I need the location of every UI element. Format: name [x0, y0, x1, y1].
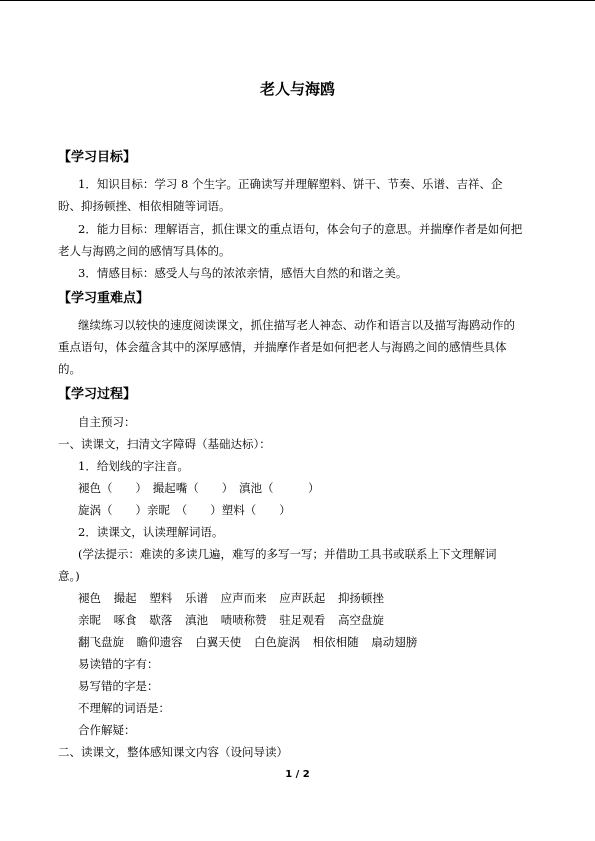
word: 应声跃起 [279, 591, 326, 605]
word: 乐谱 [184, 591, 208, 605]
process-line: 旋涡（ ）亲昵 （ ）塑料（ ） [78, 503, 291, 517]
word: 瞻仰遗容 [136, 635, 183, 649]
key-point-line: 重点语句，体会蕴含其中的深厚感情，并揣摩作者是如何把老人与海鸥之间的感情些具体 [58, 340, 507, 354]
process-line: 2．读课文，认读理解词语。 [78, 525, 224, 539]
word: 高空盘旋 [337, 613, 384, 627]
word: 啄食 [113, 613, 137, 627]
word: 撮起 [113, 591, 137, 605]
word: 抑扬顿挫 [337, 591, 384, 605]
word: 歇落 [149, 613, 173, 627]
word: 相依相随 [312, 635, 359, 649]
word-row [78, 635, 426, 649]
word: 应声而来 [220, 591, 267, 605]
page-number: 1 / 2 [285, 769, 310, 780]
document-title: 老人与海鸥 [259, 80, 335, 98]
word: 驻足观看 [279, 613, 326, 627]
process-line: (学法提示：难读的多读几遍，难写的多写一写；并借助工具书或联系上下文理解词 [78, 547, 497, 561]
word: 滇池 [184, 613, 208, 627]
word: 褪色 [78, 591, 101, 605]
prompt-line: 易读错的字有： [78, 657, 159, 671]
prompt-line: 二、读课文，整体感知课文内容（设问导读） [58, 745, 288, 759]
prompt-line: 易写错的字是： [78, 679, 159, 693]
goal-line: 老人与海鸥之间的感情写具体的。 [58, 244, 231, 258]
goals-heading: 【学习目标】 [58, 150, 137, 165]
process-line: 一、读课文，扫清文字障碍（基础达标）： [58, 437, 271, 451]
word-row [78, 613, 393, 627]
word: 翻飞盘旋 [78, 635, 124, 649]
prompt-line: 合作解疑： [78, 723, 136, 737]
key-point-line: 的。 [58, 362, 81, 376]
process-line: 褪色（ ） 撮起嘴（ ） 滇池（ ） [78, 481, 320, 495]
word: 白色旋涡 [253, 635, 300, 649]
process-line: 自主预习： [78, 415, 136, 429]
process-line: 1．给划线的字注音。 [78, 459, 189, 473]
word: 亲昵 [78, 613, 101, 627]
goal-line: 3．情感目标：感受人与鸟的浓浓亲情，感悟大自然的和谐之美。 [78, 266, 408, 280]
goal-line: 盼、抑扬顿挫、相依相随等词语。 [58, 199, 231, 213]
process-line: 意。) [58, 569, 80, 583]
goal-line: 2．能力目标：理解语言，抓住课文的重点语句，体会句子的意思。并揣摩作者是如何把 [78, 222, 523, 236]
word: 白翼天使 [195, 635, 242, 649]
prompt-line: 不理解的词语是： [78, 701, 170, 715]
word: 塑料 [149, 591, 173, 605]
page-top-rule [0, 0, 595, 1]
key-point-line: 继续练习以较快的速度阅读课文，抓住描写老人神态、动作和语言以及描写海鸥动作的 [78, 318, 515, 332]
goal-line: 1．知识目标：学习 8 个生字。正确读写并理解塑料、饼干、节奏、乐谱、吉祥、企 [78, 177, 503, 191]
key-points-heading: 【学习重难点】 [58, 291, 150, 306]
process-heading: 【学习过程】 [58, 387, 137, 402]
word-row [78, 591, 393, 605]
word: 啧啧称赞 [220, 613, 267, 627]
word: 扇动翅膀 [371, 635, 418, 649]
